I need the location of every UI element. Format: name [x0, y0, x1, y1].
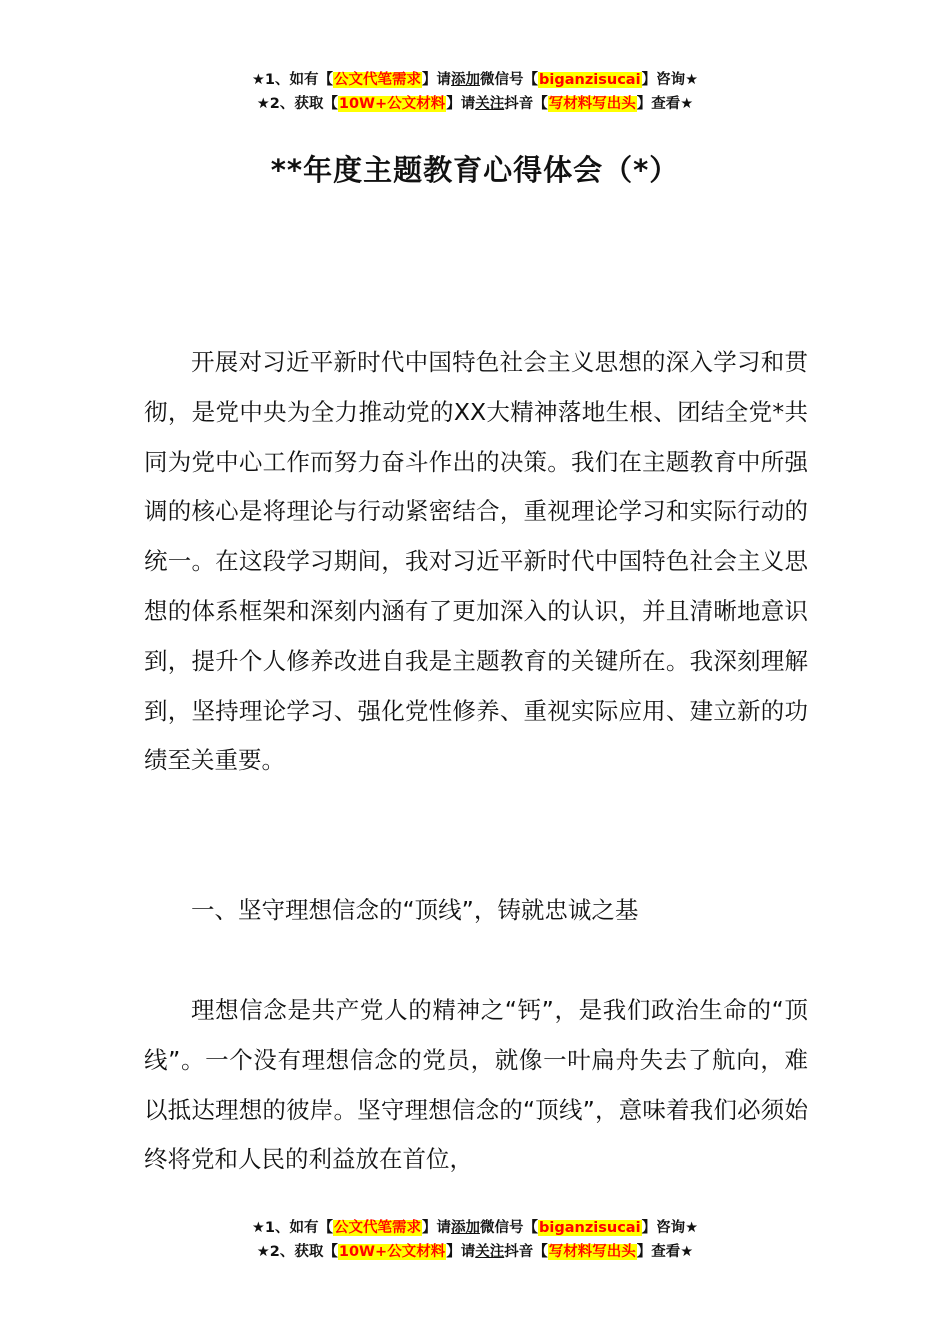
banner-line1-mid2: 微信号【: [480, 72, 539, 88]
banner-line2-mid1: 】请: [446, 1244, 476, 1260]
banner-line1-mid1: 】请: [422, 72, 452, 88]
banner-line1-highlight-wechat: biganzisucai: [539, 72, 641, 88]
banner-line-2: [0, 1240, 950, 1264]
banner-line1-highlight-service: 公文代笔需求: [334, 72, 422, 88]
banner-line1-mid2: 微信号【: [480, 1220, 539, 1236]
banner-line2-underlined: 关注: [475, 96, 505, 112]
banner-line2-underlined: 关注: [475, 1244, 505, 1260]
banner-line1-suffix: 】咨询★: [641, 72, 699, 88]
banner-line1-highlight-service: 公文代笔需求: [334, 1220, 422, 1236]
banner-line2-mid2: 抖音【: [504, 96, 548, 112]
section-heading-1: 一、坚守理想信念的“顶线”，铸就忠诚之基: [191, 896, 639, 924]
banner-line1-highlight-wechat: biganzisucai: [539, 1220, 641, 1236]
banner-line1-prefix: ★1、如有【: [251, 72, 334, 88]
banner-line2-prefix: ★2、获取【: [256, 1244, 338, 1260]
banner-line2-highlight-douyin: 写材料写出头: [548, 1244, 636, 1260]
top-ad-banner: [0, 68, 950, 116]
banner-line2-mid2: 抖音【: [504, 1244, 548, 1260]
banner-line1-underlined: 添加: [451, 1220, 481, 1236]
intro-paragraph: 开展对习近平新时代中国特色社会主义思想的深入学习和贯彻，是党中央为全力推动党的XX大精神落地生根、团结全党*共同为党中心工作而努力奋斗作出的决策。我们在主题教育中所强调的核心是将理论与行动紧密结合，重视理论学习和实际行动的统一。在这段学习期间，我对习近平新时代中国特色社会主义思想的体系框架和深刻内涵有了更加深入的认识，并且清晰地意识到，提升个人修养改进自我是主题教育的关键所在。我深刻理解到，坚持理论学习、强化党性修养、重视实际应用、建立新的功绩至关重要。: [144, 348, 808, 775]
banner-line2-mid1: 】请: [446, 96, 476, 112]
bottom-ad-banner: [0, 1216, 950, 1264]
banner-line-2: [0, 92, 950, 116]
banner-line2-highlight-materials: 10W+公文材料: [338, 96, 446, 112]
banner-line2-suffix: 】查看★: [636, 96, 694, 112]
banner-line1-suffix: 】咨询★: [641, 1220, 699, 1236]
section-paragraph-1: 理想信念是共产党人的精神之“钙”，是我们政治生命的“顶线”。一个没有理想信念的党员，就像一叶扁舟失去了航向，难以抵达理想的彼岸。坚守理想信念的“顶线”，意味着我们必须始终将党和人民的利益放在首位，: [144, 996, 808, 1174]
banner-line2-prefix: ★2、获取【: [256, 96, 338, 112]
document-title: **年度主题教育心得体会（*）: [270, 153, 680, 187]
banner-line-1: [0, 68, 950, 92]
banner-line2-suffix: 】查看★: [636, 1244, 694, 1260]
banner-line-1: [0, 1216, 950, 1240]
banner-line1-prefix: ★1、如有【: [251, 1220, 334, 1236]
banner-line2-highlight-douyin: 写材料写出头: [548, 96, 636, 112]
banner-line2-highlight-materials: 10W+公文材料: [338, 1244, 446, 1260]
banner-line1-mid1: 】请: [422, 1220, 452, 1236]
banner-line1-underlined: 添加: [451, 72, 481, 88]
